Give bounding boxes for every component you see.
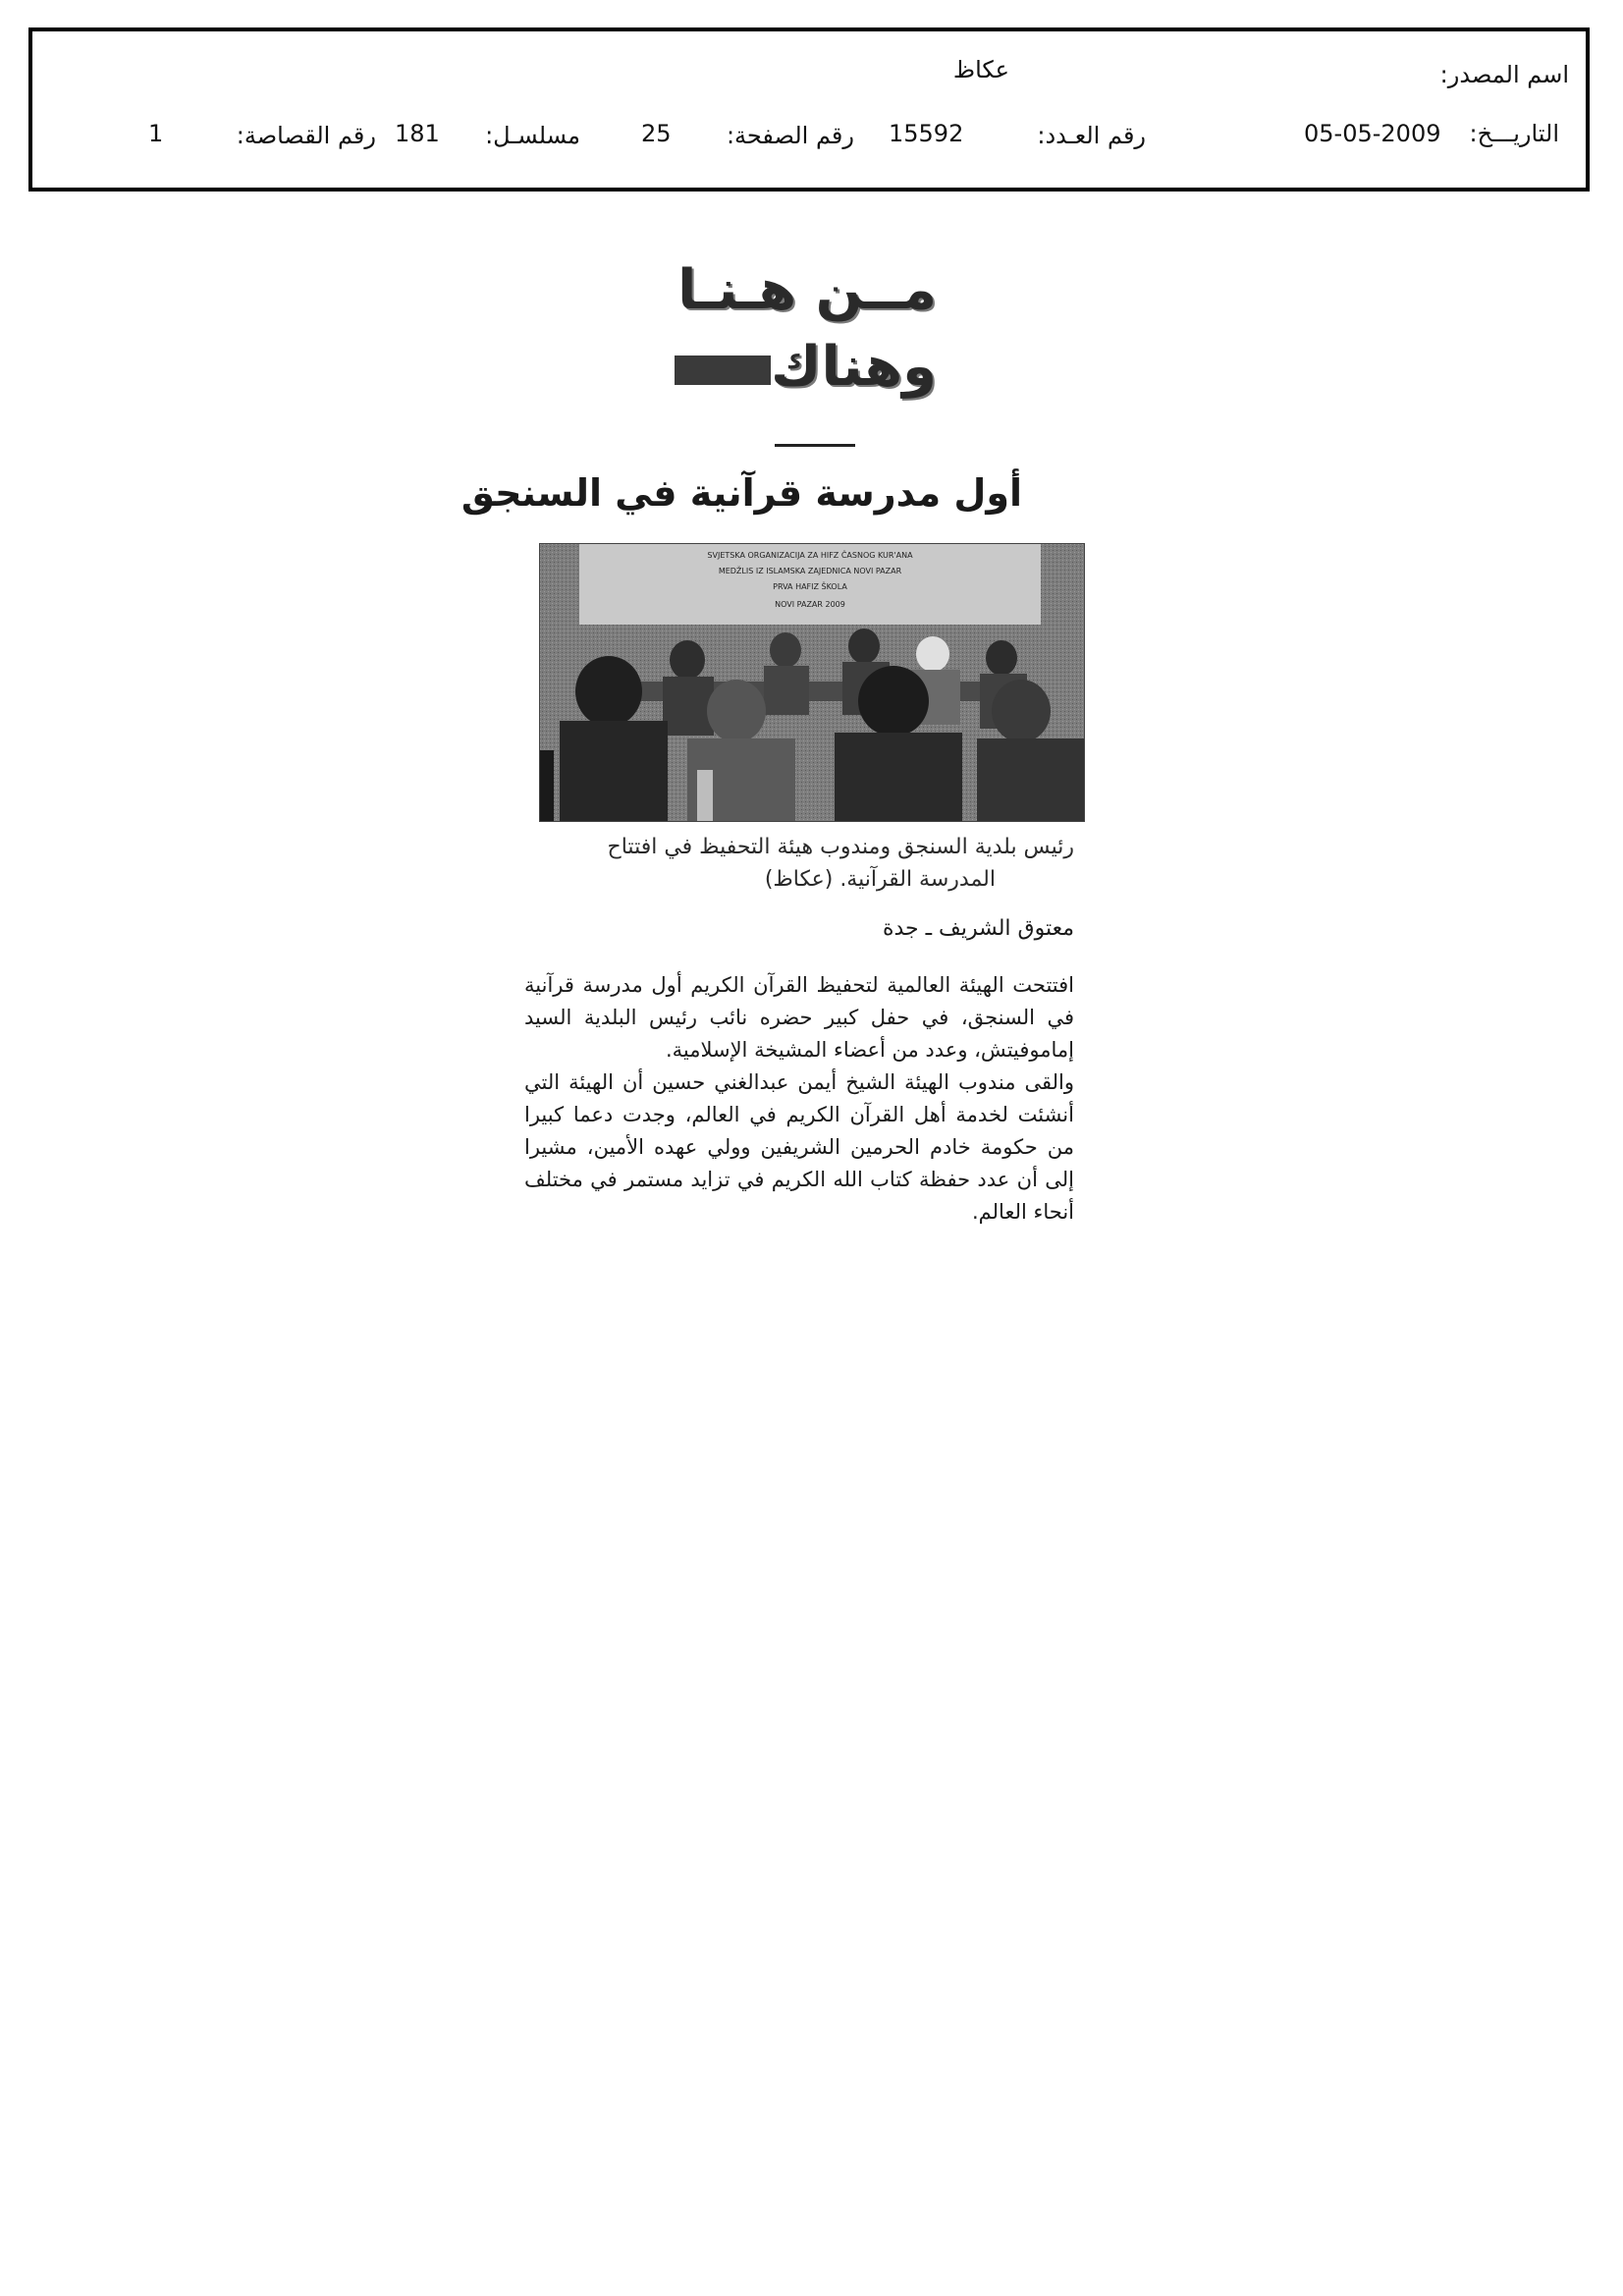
- section-title-line1: مــن هـنـا: [677, 258, 937, 322]
- page-label: رقم الصفحة:: [726, 122, 854, 149]
- source-label: اسم المصدر:: [1439, 61, 1569, 88]
- clip-value: 1: [148, 120, 164, 147]
- section-title-word: وهناك: [771, 335, 937, 399]
- headline-rule: [775, 444, 855, 447]
- banner-line-2: MEDŽLIS IZ ISLAMSKA ZAJEDNICA NOVI PAZAR: [718, 567, 902, 575]
- article-byline: معتوق الشريف ـ جدة: [882, 916, 1074, 941]
- photo-caption: [524, 831, 1074, 896]
- serial-label: مسلسـل:: [485, 122, 580, 149]
- banner-line-1: SVJETSKA ORGANIZACIJA ZA HIFZ ČASNOG KUR'ANA: [707, 551, 913, 560]
- banner-line-3: PRVA HAFIZ ŠKOLA: [773, 582, 847, 591]
- banner-line-4: NOVI PAZAR 2009: [775, 600, 845, 609]
- source-value: عكاظ: [952, 56, 1009, 83]
- clip-label: رقم القصاصة:: [236, 122, 376, 149]
- issue-label: رقم العـدد:: [1037, 122, 1146, 149]
- photo-scene: [540, 544, 1084, 821]
- date-value: 05-05-2009: [1304, 120, 1441, 147]
- clipping-header-box: [28, 27, 1590, 191]
- body-paragraph-1: افتتحت الهيئة العالمية لتحفيظ القرآن الكريم أول مدرسة قرآنية في السنجق، في حفل كبير حضره نائب رئيس البلدية السيد إماموفيتش، وعدد من أعضاء المشيخة الإسلامية.: [524, 973, 1074, 1062]
- article-body: [524, 969, 1074, 1229]
- issue-value: 15592: [889, 120, 964, 147]
- caption-line-2: المدرسة القرآنية. (عكاظ): [764, 867, 996, 892]
- caption-line-1: رئيس بلدية السنجق ومندوب هيئة التحفيظ في افتتاح: [607, 835, 1074, 859]
- article-headline: أول مدرسة قرآنية في السنجق: [460, 471, 1022, 515]
- date-label: التاريـــخ:: [1469, 120, 1559, 147]
- section-title-bar: [675, 355, 771, 385]
- serial-value: 181: [395, 120, 440, 147]
- body-paragraph-2: والقى مندوب الهيئة الشيخ أيمن عبدالغني حسين أن الهيئة التي أنشئت لخدمة أهل القرآن الكريم في العالم، وجدت دعما كبيرا من حكومة خادم الحرمين الشريفين وولي عهده الأمين، مشيرا إلى أن عدد حفظة كتاب الله الكريم في تزايد مستمر في مختلف أنحاء العالم.: [524, 1070, 1074, 1224]
- article-photo: [539, 543, 1085, 822]
- page-value: 25: [641, 120, 672, 147]
- section-title-line2: [669, 336, 937, 399]
